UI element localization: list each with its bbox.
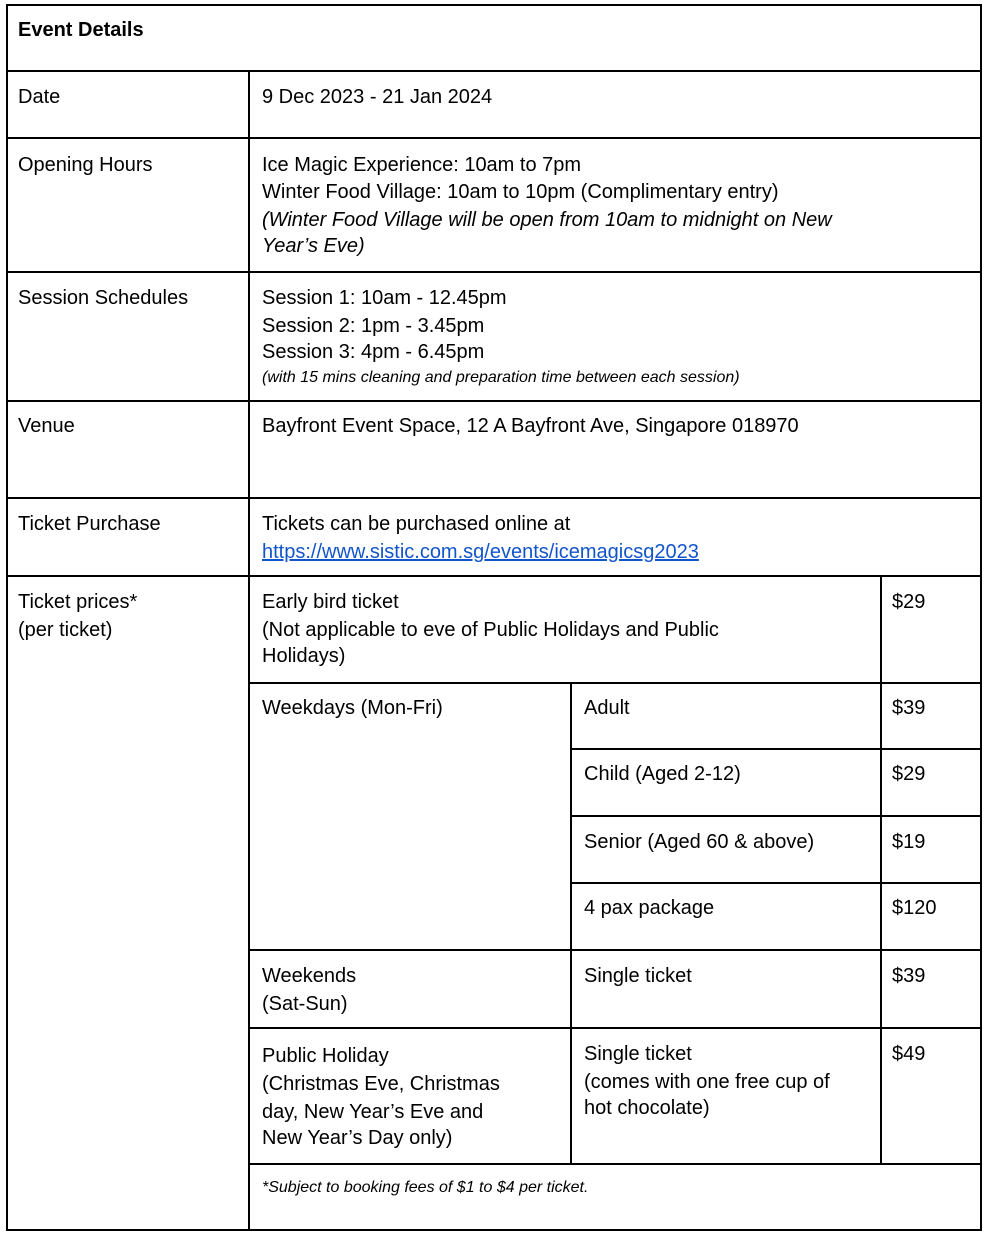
food-village-hours: Winter Food Village: 10am to 10pm (Complimentary entry) (262, 181, 779, 203)
public-holiday-label: Public Holiday (262, 1045, 389, 1067)
sistic-link[interactable]: https://www.sistic.com.sg/events/icemagicsg2023 (262, 541, 699, 563)
grid-line (6, 70, 982, 72)
booking-fee-footnote: *Subject to booking fees of $1 to $4 per ticket. (262, 1179, 589, 1196)
date-value: 9 Dec 2023 - 21 Jan 2024 (262, 86, 493, 108)
public-holiday-detail: (Christmas Eve, Christmas (262, 1073, 500, 1095)
early-bird-title: Early bird ticket (262, 591, 399, 613)
session-1: Session 1: 10am - 12.45pm (262, 287, 507, 309)
grid-line (6, 1229, 982, 1231)
ticket-purchase-label: Ticket Purchase (18, 513, 161, 535)
grid-line (248, 949, 982, 951)
session-schedules-label: Session Schedules (18, 287, 189, 309)
new-years-eve-note: (Winter Food Village will be open from 10am to midnight on New (262, 209, 832, 231)
session-2: Session 2: 1pm - 3.45pm (262, 315, 485, 337)
early-bird-price: $29 (892, 591, 926, 613)
session-note: (with 15 mins cleaning and preparation time between each session) (262, 369, 740, 386)
grid-line (6, 4, 8, 1231)
new-years-eve-note-cont: Year’s Eve) (262, 235, 365, 257)
early-bird-note: (Not applicable to eve of Public Holidays and Public (262, 619, 719, 641)
early-bird-note-cont: Holidays) (262, 645, 346, 667)
public-holiday-ticket-price: $49 (892, 1043, 926, 1065)
opening-hours-label: Opening Hours (18, 154, 153, 176)
ticket-prices-sublabel: (per ticket) (18, 619, 113, 641)
child-ticket-type: Child (Aged 2-12) (584, 763, 741, 785)
grid-line (570, 815, 982, 817)
date-label: Date (18, 86, 61, 108)
grid-line (6, 271, 982, 273)
package-ticket-price: $120 (892, 897, 937, 919)
grid-line (6, 4, 982, 6)
session-3: Session 3: 4pm - 6.45pm (262, 341, 485, 363)
venue-value: Bayfront Event Space, 12 A Bayfront Ave, Singapore 018970 (262, 415, 799, 437)
adult-ticket-price: $39 (892, 697, 926, 719)
weekends-label: Weekends (262, 965, 357, 987)
child-ticket-price: $29 (892, 763, 926, 785)
grid-line (570, 682, 572, 1165)
grid-line (6, 400, 982, 402)
weekends-ticket-type: Single ticket (584, 965, 692, 987)
grid-line (570, 882, 982, 884)
senior-ticket-type: Senior (Aged 60 & above) (584, 831, 815, 853)
venue-label: Venue (18, 415, 75, 437)
weekends-ticket-price: $39 (892, 965, 926, 987)
ticket-prices-label: Ticket prices* (18, 591, 138, 613)
public-holiday-ticket-note: hot chocolate) (584, 1097, 710, 1119)
grid-line (248, 1163, 982, 1165)
grid-line (6, 575, 982, 577)
weekends-sublabel: (Sat-Sun) (262, 993, 348, 1015)
public-holiday-ticket-type: Single ticket (584, 1043, 692, 1065)
package-ticket-type: 4 pax package (584, 897, 715, 919)
senior-ticket-price: $19 (892, 831, 926, 853)
grid-line (980, 4, 982, 1231)
table-title: Event Details (18, 19, 144, 41)
public-holiday-ticket-note: (comes with one free cup of (584, 1071, 830, 1093)
adult-ticket-type: Adult (584, 697, 630, 719)
grid-line (6, 497, 982, 499)
ticket-purchase-text: Tickets can be purchased online at (262, 513, 571, 535)
grid-line (570, 748, 982, 750)
grid-line (248, 1027, 982, 1029)
public-holiday-detail: day, New Year’s Eve and (262, 1101, 484, 1123)
grid-line (248, 682, 982, 684)
grid-line (6, 137, 982, 139)
weekdays-label: Weekdays (Mon-Fri) (262, 697, 443, 719)
public-holiday-detail: New Year’s Day only) (262, 1127, 453, 1149)
grid-line (880, 575, 882, 1165)
ice-magic-hours: Ice Magic Experience: 10am to 7pm (262, 154, 582, 176)
grid-line (248, 70, 250, 1231)
